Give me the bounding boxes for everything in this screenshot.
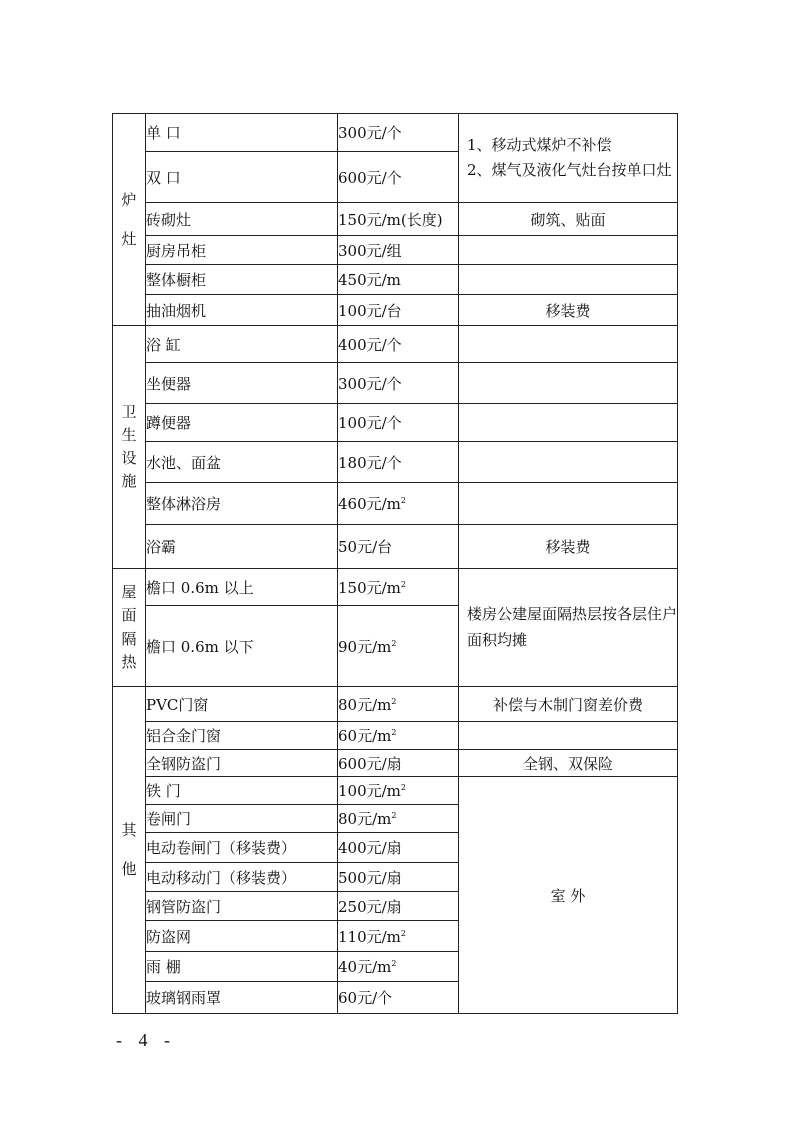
item-cell: 厨房吊柜 (146, 236, 338, 265)
item-cell: 浴 缸 (146, 326, 338, 363)
table-row (113, 295, 678, 326)
unit-superscript: 2 (391, 638, 397, 648)
table-row (113, 114, 678, 152)
note-cell: 全钢、双保险 (459, 750, 678, 777)
table-row (113, 404, 678, 442)
unit-superscript: 2 (400, 928, 407, 938)
category-cell: 炉 灶 (113, 114, 146, 326)
item-cell: 全钢防盗门 (146, 750, 338, 777)
item-cell: 砖砌灶 (146, 203, 338, 236)
table-row (113, 722, 678, 750)
unit-superscript: 2 (391, 959, 397, 968)
item-cell: 整体淋浴房 (146, 483, 338, 525)
table-row (113, 777, 678, 805)
price-cell: 600元/个 (338, 152, 459, 203)
table-row (113, 326, 678, 363)
price-cell: 500元/扇 (338, 863, 459, 892)
item-cell: PVC门窗 (146, 687, 338, 722)
item-cell: 电动卷闸门（移装费） (146, 833, 338, 863)
table-row (113, 265, 678, 295)
item-cell: 电动移动门（移装费） (146, 863, 338, 892)
item-cell: 水池、面盆 (146, 442, 338, 483)
price-cell: 300元/个 (338, 114, 459, 152)
table-row (113, 363, 678, 404)
note-cell (459, 114, 678, 203)
table-row (113, 687, 678, 722)
item-cell: 坐便器 (146, 363, 338, 404)
note-cell (459, 265, 678, 295)
unit-superscript: 2 (391, 811, 397, 820)
price-cell: 50元/台 (338, 525, 459, 569)
category-cell: 其 他 (113, 687, 146, 1014)
table-row (113, 203, 678, 236)
price-cell: 40元$/m^2$ (338, 952, 459, 982)
note-cell (459, 326, 678, 363)
item-cell: 双 口 (146, 152, 338, 203)
note-cell (459, 363, 678, 404)
note-cell: 移装费 (459, 295, 678, 326)
item-cell: 防盗网 (146, 921, 338, 952)
price-cell: 400元/个 (338, 326, 459, 363)
price-cell: 150元$/m^2$ (338, 569, 459, 606)
table-row (113, 483, 678, 525)
category-cell: 卫 生 设 施 (113, 326, 146, 569)
price-cell: 450元/m (338, 265, 459, 295)
price-cell: 80元$/m^2$ (338, 805, 459, 833)
table-row (113, 236, 678, 265)
price-cell: 60元$/m^2$ (338, 722, 459, 750)
compensation-table (112, 113, 678, 1014)
note-cell (459, 404, 678, 442)
price-cell: 180元/个 (338, 442, 459, 483)
note-cell: 移装费 (459, 525, 678, 569)
price-cell: 600元/扇 (338, 750, 459, 777)
item-cell: 整体橱柜 (146, 265, 338, 295)
item-cell: 浴霸 (146, 525, 338, 569)
note-cell (459, 722, 678, 750)
unit-superscript: 2 (400, 579, 407, 589)
item-cell: 檐口 0.6m 以下 (146, 606, 338, 687)
item-cell: 雨 棚 (146, 952, 338, 982)
table-row (113, 525, 678, 569)
unit-superscript: 2 (391, 696, 397, 706)
table-row (113, 442, 678, 483)
price-cell: 80元$/m^2$ (338, 687, 459, 722)
page-number: - 4 - (116, 1030, 176, 1050)
note-line: 1、移动式煤炉不补偿 (467, 135, 612, 154)
category-cell: 屋 面 隔 热 (113, 569, 146, 687)
price-cell: 150元/m(长度) (338, 203, 459, 236)
item-cell: 卷闸门 (146, 805, 338, 833)
unit-superscript: 2 (400, 496, 407, 505)
price-cell: 400元/扇 (338, 833, 459, 863)
price-cell: 100元/台 (338, 295, 459, 326)
price-cell: 300元/组 (338, 236, 459, 265)
item-cell: 钢管防盗门 (146, 892, 338, 921)
price-cell: 90元$/m^2$ (338, 606, 459, 687)
price-cell: 110元$/m^2$ (338, 921, 459, 952)
item-cell: 铁 门 (146, 777, 338, 805)
price-cell: 100元/个 (338, 404, 459, 442)
price-cell: 300元/个 (338, 363, 459, 404)
note-cell: 补偿与木制门窗差价费 (459, 687, 678, 722)
note-cell (459, 442, 678, 483)
item-cell: 蹲便器 (146, 404, 338, 442)
item-cell: 檐口 0.6m 以上 (146, 569, 338, 606)
price-cell: 250元/扇 (338, 892, 459, 921)
note-cell (459, 236, 678, 265)
unit-superscript: 2 (400, 783, 407, 792)
item-cell: 单 口 (146, 114, 338, 152)
table-row (113, 569, 678, 606)
unit-superscript: 2 (391, 728, 397, 737)
price-cell: 460元$/m^2$ (338, 483, 459, 525)
price-cell: 100元$/m^2$ (338, 777, 459, 805)
item-cell: 铝合金门窗 (146, 722, 338, 750)
note-cell: 室 外 (459, 777, 678, 1014)
table-row (113, 750, 678, 777)
note-line: 2、煤气及液化气灶台按单口灶 (467, 161, 672, 179)
note-cell: 楼房公建屋面隔热层按各层住户面积均摊 (459, 569, 678, 687)
note-cell: 砌筑、贴面 (459, 203, 678, 236)
price-cell: 60元/个 (338, 982, 459, 1014)
note-cell (459, 483, 678, 525)
item-cell: 抽油烟机 (146, 295, 338, 326)
item-cell: 玻璃钢雨罩 (146, 982, 338, 1014)
